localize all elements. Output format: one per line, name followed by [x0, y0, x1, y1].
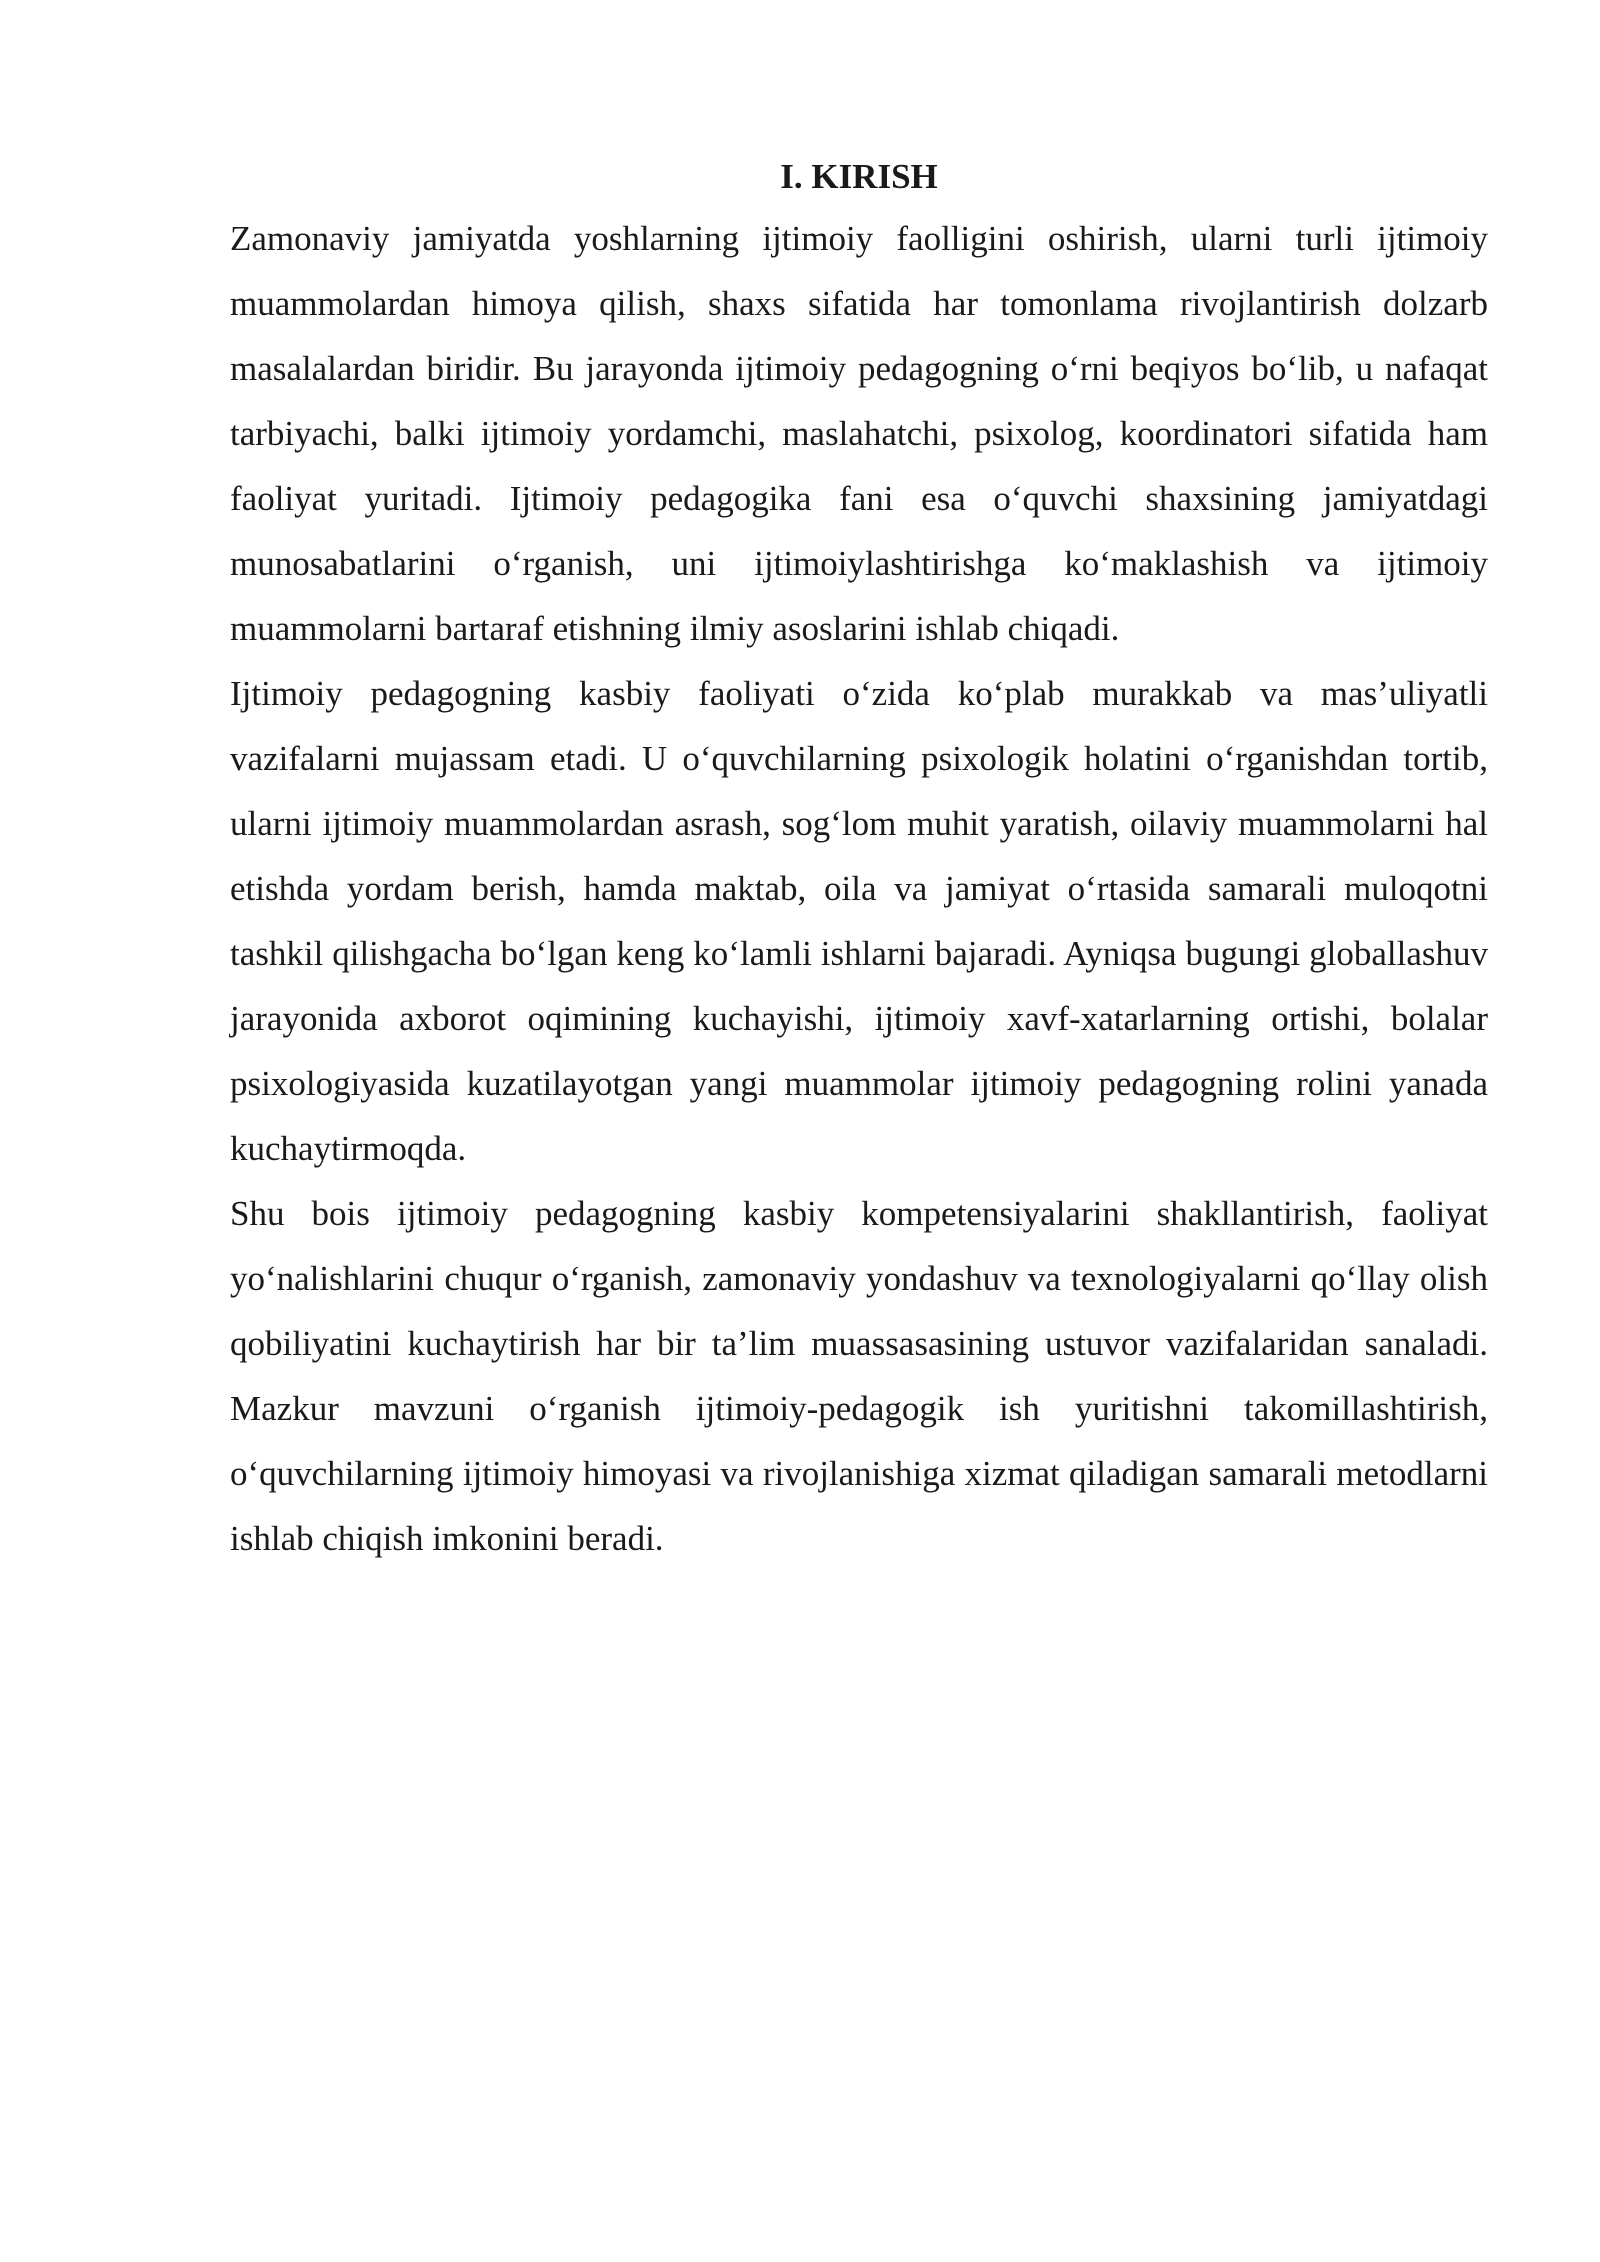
paragraph-professional-activity: Ijtimoiy pedagogning kasbiy faoliyati oʻzida koʻplab murakkab va mas’uliyatli vazifalarni mujassam etadi. U oʻquvchilarning psixologik holatini oʻrganishdan tortib, ularni ijtimoiy muammolardan asrash, sogʻlom muhit yaratish, oilaviy muammolarni hal etishda yordam berish, hamda maktab, oila va jamiyat oʻrtasida samarali muloqotni tashkil qilishgacha boʻlgan keng koʻlamli ishlarni bajaradi. Ayniqsa bugungi globallashuv jarayonida axborot oqimining kuchayishi, ijtimoiy xavf-xatarlarning ortishi, bolalar psixologiyasida kuzatilayotgan yangi muammolar ijtimoiy pedagogning rolini yanada kuchaytirmoqda.	[230, 674, 1488, 1168]
section-heading: I. KIRISH	[780, 157, 938, 196]
document-body	[230, 150, 1488, 1571]
paragraph-competencies: Shu bois ijtimoiy pedagogning kasbiy kompetensiyalarini shakllantirish, faoliyat yoʻnalishlarini chuqur oʻrganish, zamonaviy yondashuv va texnologiyalarni qoʻllay olish qobiliyatini kuchaytirish har bir ta’lim muassasasining ustuvor vazifalaridan sanaladi. Mazkur mavzuni oʻrganish ijtimoiy-pedagogik ish yuritishni takomillashtirish, oʻquvchilarning ijtimoiy himoyasi va rivojlanishiga xizmat qiladigan samarali metodlarni ishlab chiqish imkonini beradi.	[230, 1194, 1488, 1558]
paragraph-introduction: Zamonaviy jamiyatda yoshlarning ijtimoiy faolligini oshirish, ularni turli ijtimoiy muammolardan himoya qilish, shaxs sifatida har tomonlama rivojlantirish dolzarb masalalardan biridir. Bu jarayonda ijtimoiy pedagogning oʻrni beqiyos boʻlib, u nafaqat tarbiyachi, balki ijtimoiy yordamchi, maslahatchi, psixolog, koordinatori sifatida ham faoliyat yuritadi. Ijtimoiy pedagogika fani esa oʻquvchi shaxsining jamiyatdagi munosabatlarini oʻrganish, uni ijtimoiylashtirishga koʻmaklashish va ijtimoiy muammolarni bartaraf etishning ilmiy asoslarini ishlab chiqadi.	[230, 219, 1488, 648]
